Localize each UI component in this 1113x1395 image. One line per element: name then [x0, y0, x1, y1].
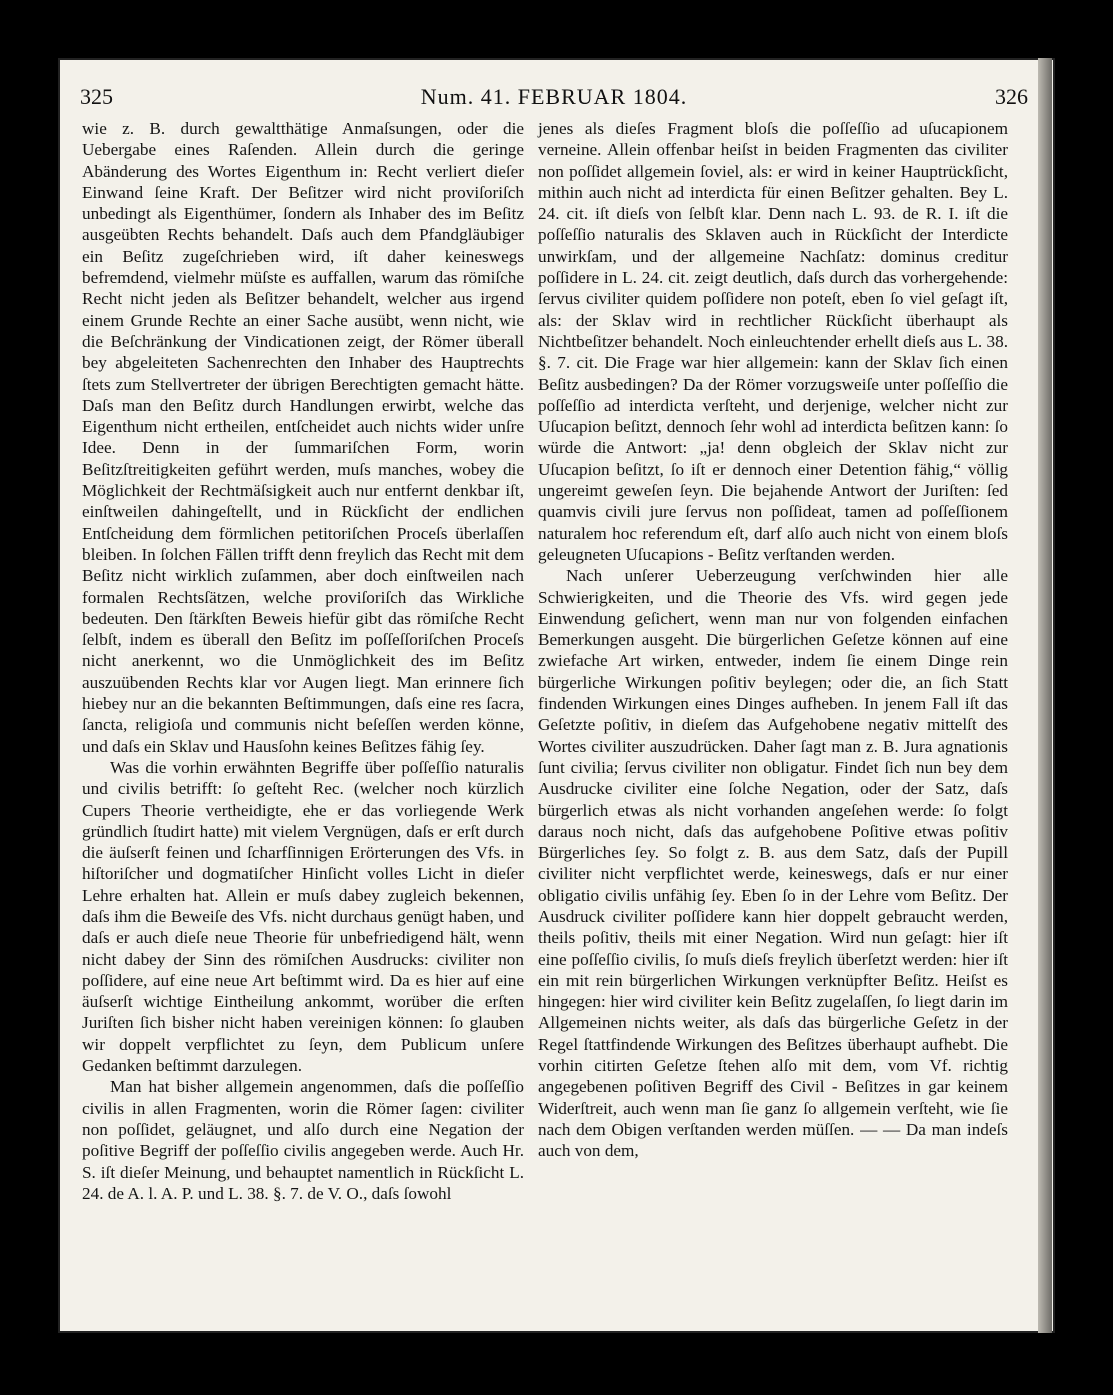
right-column: [538, 118, 1008, 1162]
page-number-left: 325: [80, 84, 113, 109]
paragraph: Man hat bisher allgemein angenommen, daſs die poſſeſſio civilis in allen Fragmenten, worin die Römer ſagen: civiliter non poſſidet, geläugnet, und alſo durch eine Negation der poſitive Begriff der poſſeſſio civilis angegeben werde. Auch Hr. S. iſt dieſer Meinung, und behauptet namentlich in Rückſicht L. 24. de A. l. A. P. und L. 38. §. 7. de V. O., daſs ſowohl: [82, 1077, 524, 1203]
paragraph: Was die vorhin erwähnten Begriffe über poſſeſſio naturalis und civilis betrifft: ſo geſteht Rec. (welcher noch kürzlich Cupers Theorie vertheidigte, ehe er das vorliegende Werk gründlich ſtudirt hatte) mit vielem Vergnügen, daſs er erſt durch die äuſserſt feinen und ſcharfſinnigen Erörterungen des Vfs. in hiſtoriſcher und dogmatiſcher Hinſicht volles Licht in dieſer Lehre erhalten hat. Allein er muſs dabey zugleich bekennen, daſs ihm die Beweiſe des Vfs. nicht durchaus genügt haben, und daſs er auch dieſe neue Theorie für unbefriedigend hält, wenn nicht dabey der Sinn des römiſchen Ausdrucks: civiliter non poſſidere, auf eine neue Art beſtimmt wird. Da es hier auf eine äuſserſt wichtige Eintheilung ankommt, worüber die erſten Juriſten ſich bisher nicht haben vereinigen können: ſo glauben wir doppelt verpflichtet zu ſeyn, dem Publicum unſere Gedanken beſtimmt darzulegen.: [82, 757, 524, 1076]
page-number-right: 326: [995, 84, 1028, 109]
running-title: Num. 41. FEBRUAR 1804.: [420, 84, 688, 109]
book-page: [58, 58, 1055, 1333]
page-header: [80, 84, 1028, 120]
paragraph: Nach unſerer Ueberzeugung verſchwinden hier alle Schwierigkeiten, und die Theorie des Vfs. wird gegen jede Einwendung geſichert, wenn man nur von folgenden einfachen Bemerkungen ausgeht. Die bürgerlichen Geſetze können auf eine zwiefache Art wirken, entweder, indem ſie einem Dinge rein bürgerliche Wirkungen poſitiv beylegen; oder die, an ſich Statt findenden Wirkungen eines Dinges aufheben. In jenem Fall iſt das Geſetzte poſitiv, in dieſem das Aufgehobene negativ mittelſt des Wortes civiliter auszudrücken. Daher ſagt man z. B. Jura agnationis ſunt civilia; ſervus civiliter non obligatur. Findet ſich nun bey dem Ausdrucke civiliter eine ſolche Negation, oder der Satz, daſs bürgerlich etwas als nicht vorhanden angeſehen werde: ſo folgt daraus noch nicht, daſs das aufgehobene Poſitive etwas poſitiv Bürgerliches ſey. So folgt z. B. aus dem Satz, daſs der Pupill civiliter nicht verpflichtet werde, keineswegs, daſs er nur einer obligatio civilis unfähig ſey. Eben ſo in der Lehre vom Beſitz. Der Ausdruck civiliter poſſidere kann hier doppelt gebraucht werden, theils poſitiv, theils mit einer Negation. Wird nun geſagt: hier iſt eine poſſeſſio civilis, ſo muſs dieſs freylich überſetzt werden: hier iſt ein mit rein bürgerlichen Wirkungen verknüpfter Beſitz. Heiſst es hingegen: hier wird civiliter kein Beſitz zugelaſſen, ſo liegt darin im Allgemeinen nichts weiter, als daſs das bürgerliche Geſetz in der Regel ſtattfindende Wirkungen des Beſitzes überhaupt aufhebt. Die vorhin citirten Geſetze ſtehen alſo mit dem, vom Vf. richtig angegebenen poſitiven Begriff des Civil - Beſitzes in gar keinem Widerſtreit, auch wenn man ſie ganz ſo allgemein verſteht, wie ſie nach dem Obigen verſtanden werden müſſen. — — Da man indeſs auch von dem,: [538, 566, 1008, 1161]
page-edge-shadow: [1038, 58, 1052, 1333]
paragraph: jenes als dieſes Fragment bloſs die poſſeſſio ad uſucapionem verneine. Allein offenbar heiſst in beiden Fragmenten das civiliter non poſſidet allgemein ſoviel, als: er wird in keiner Hauptrückſicht, mithin auch nicht ad interdicta für einen Beſitzer gehalten. Bey L. 24. cit. iſt dieſs von ſelbſt klar. Denn nach L. 93. de R. I. iſt die poſſeſſio naturalis des Sklaven auch in Rückſicht der Interdicte unwirkſam, und der allgemeine Nachſatz: dominus creditur poſſidere in L. 24. cit. zeigt deutlich, daſs durch das vorhergehende: ſervus civiliter quidem poſſidere non poteſt, eben ſo viel geſagt iſt, als: der Sklav wird in rechtlicher Rückſicht überhaupt als Nichtbeſitzer behandelt. Noch einleuchtender erhellt dieſs aus L. 38. §. 7. cit. Die Frage war hier allgemein: kann der Sklav ſich einen Beſitz ausbedingen? Da der Römer vorzugsweiſe unter poſſeſſio die poſſeſſio ad interdicta verſteht, und derjenige, welcher nicht zur Uſucapion beſitzt, dennoch ſehr wohl ad interdicta beſitzen kann: ſo würde die Antwort: „ja! denn obgleich der Sklav nicht zur Uſucapion beſitzt, ſo iſt er dennoch einer Detention fähig,“ völlig ungereimt geweſen ſeyn. Die bejahende Antwort der Juriſten: ſed quamvis civili jure ſervus non poſſideat, tamen ad poſſeſſionem naturalem hoc referendum eſt, darf alſo auch nicht von einem bloſs geleugneten Uſucapions - Beſitz verſtanden werden.: [538, 119, 1008, 564]
paragraph: wie z. B. durch gewaltthätige Anmaſsungen, oder die Uebergabe eines Raſenden. Allein durch die geringe Abänderung des Wortes Eigenthum in: Recht verliert dieſer Einwand ſeine Kraft. Der Beſitzer wird nicht proviſoriſch unbedingt als Eigenthümer, ſondern als Inhaber des im Beſitz ausgeübten Rechts behandelt. Daſs auch dem Pfandgläubiger ein Beſitz zugeſchrieben wird, iſt daher keineswegs befremdend, vielmehr müſste es auffallen, warum das römiſche Recht nicht jeden als Beſitzer behandelt, welcher aus irgend einem Grunde Rechte an einer Sache ausübt, wenn nicht, wie die Beſchränkung der Vindicationen zeigt, der Römer überall bey abgeleiteten Sachenrechten den Inhaber des Hauptrechts ſtets zum Stellvertreter der übrigen Berechtigten gemacht hätte. Daſs man den Beſitz durch Handlungen erwirbt, welche das Eigenthum nicht ertheilen, entſcheidet auch nichts wider unſre Idee. Denn in der ſummariſchen Form, worin Beſitzſtreitigkeiten geführt werden, muſs manches, wobey die Möglichkeit der Rechtmäſsigkeit auch nur entfernt denkbar iſt, einſtweilen dahingeſtellt, und in Rückſicht der endlichen Entſcheidung dem förmlichen petitoriſchen Proceſs überlaſſen bleiben. In ſolchen Fällen trifft denn freylich das Recht mit dem Beſitz nicht wirklich zuſammen, aber doch einſtweilen nach formalen Rechtsſätzen, welche proviſoriſch das Wirkliche bedeuten. Den ſtärkſten Beweis hiefür gibt das römiſche Recht ſelbſt, indem es überall den Beſitz im poſſeſſoriſchen Proceſs nicht anerkennt, wo die Unmöglichkeit des im Beſitz auszuübenden Rechts klar vor Augen liegt. Man erinnere ſich hiebey nur an die bekannten Beſtimmungen, daſs eine res ſacra, ſancta, religioſa und communis nicht beſeſſen werden könne, und daſs ein Sklav und Hausſohn keines Beſitzes fähig ſey.: [82, 119, 524, 756]
left-column: [82, 118, 524, 1204]
